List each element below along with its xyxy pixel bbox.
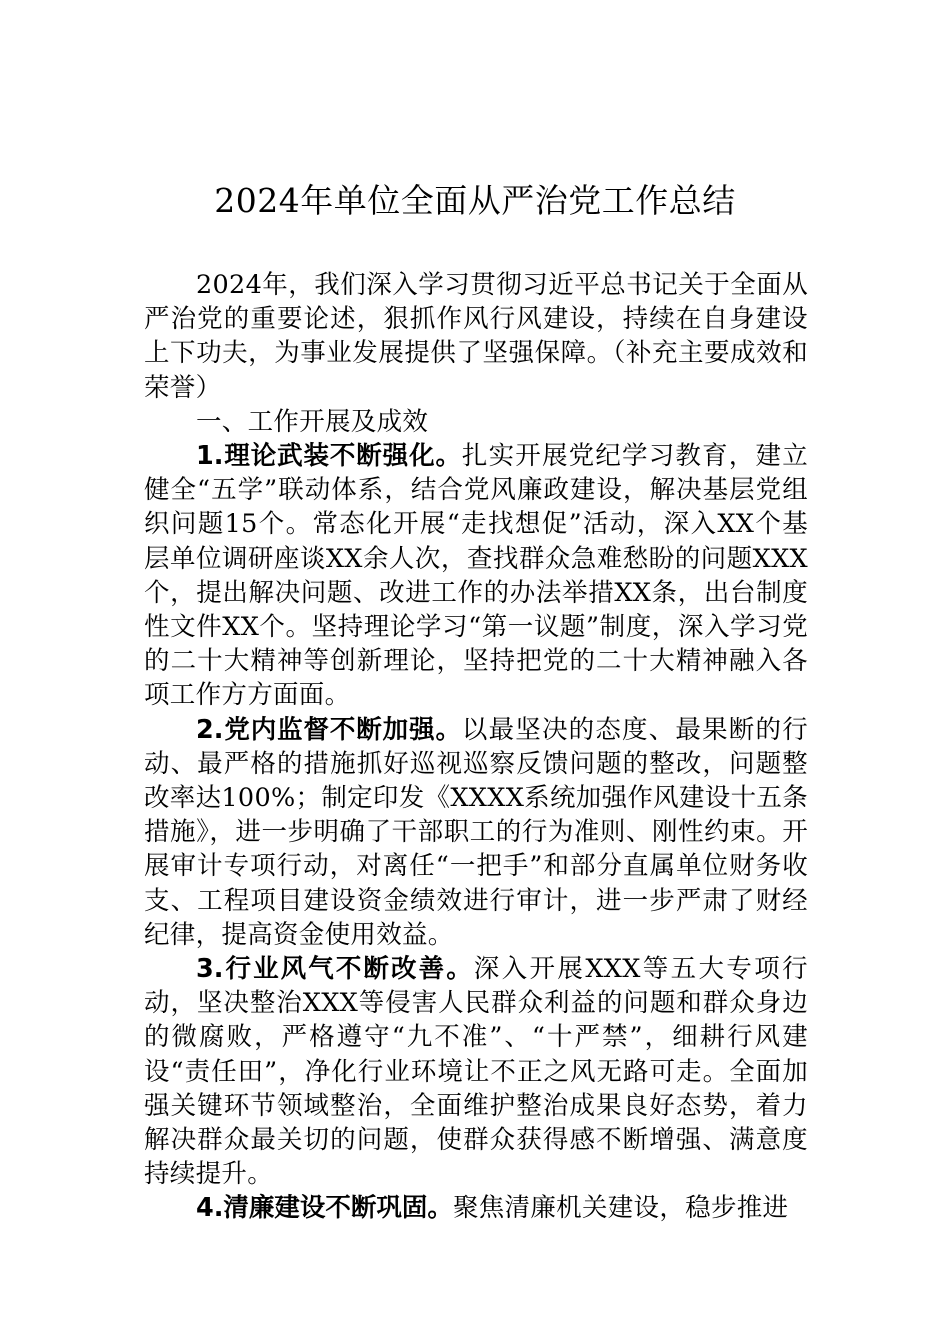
document-body — [144, 268, 808, 1226]
item-paragraph-4 — [144, 1191, 808, 1225]
document-title: 2024年单位全面从严治党工作总结 — [214, 181, 736, 220]
section-heading: 一、工作开展及成效 — [196, 406, 429, 437]
item-text-2: 以最坚决的态度、最果断的行动、最严格的措施抓好巡视巡察反馈问题的整改，问题整改率达100%；制定印发《XXXX系统加强作风建设十五条措施》，进一步明确了干部职工的行为准则、刚性约束。开展审计专项行动，对离任“一把手”和部分直属单位财务收支、工程项目建设资金绩效进行审计，进一步严肃了财经纪律，提高资金使用效益。 — [144, 714, 808, 950]
item-text-4: 聚焦清廉机关建设，稳步推进 — [452, 1193, 789, 1224]
item-paragraph-3 — [144, 952, 808, 1191]
item-lead-3: 3.行业风气不断改善。 — [196, 954, 474, 985]
item-text-3: 深入开展XXX等五大专项行动，坚决整治XXX等侵害人民群众利益的问题和群众身边的微腐败，严格遵守“九不准”、“十严禁”，细耕行风建设“责任田”，净化行业环境让不正之风无路可走。全面加强关键环节领域整治，全面维护整治成果良好态势，着力解决群众最关切的问题，使群众获得感不断增强、满意度持续提升。 — [144, 954, 808, 1190]
item-lead-1: 1.理论武装不断强化。 — [196, 441, 462, 472]
item-lead-2: 2.党内监督不断加强。 — [196, 714, 462, 745]
item-text-1: 扎实开展党纪学习教育，建立健全“五学”联动体系，结合党风廉政建设，解决基层党组织问题15个。常态化开展“走找想促”活动，深入XX个基层单位调研座谈XX余人次，查找群众急难愁盼的问题XXX个，提出解决问题、改进工作的办法举措XX条，出台制度性文件XX个。坚持理论学习“第一议题”制度，深入学习党的二十大精神等创新理论，坚持把党的二十大精神融入各项工作方方面面。 — [144, 441, 808, 711]
intro-paragraph: 2024年，我们深入学习贯彻习近平总书记关于全面从严治党的重要论述，狠抓作风行风建设，持续在自身建设上下功夫，为事业发展提供了坚强保障。（补充主要成效和荣誉） — [144, 270, 808, 403]
item-lead-4: 4.清廉建设不断巩固。 — [196, 1193, 453, 1224]
item-paragraph-1 — [144, 439, 808, 713]
item-paragraph-2 — [144, 713, 808, 952]
